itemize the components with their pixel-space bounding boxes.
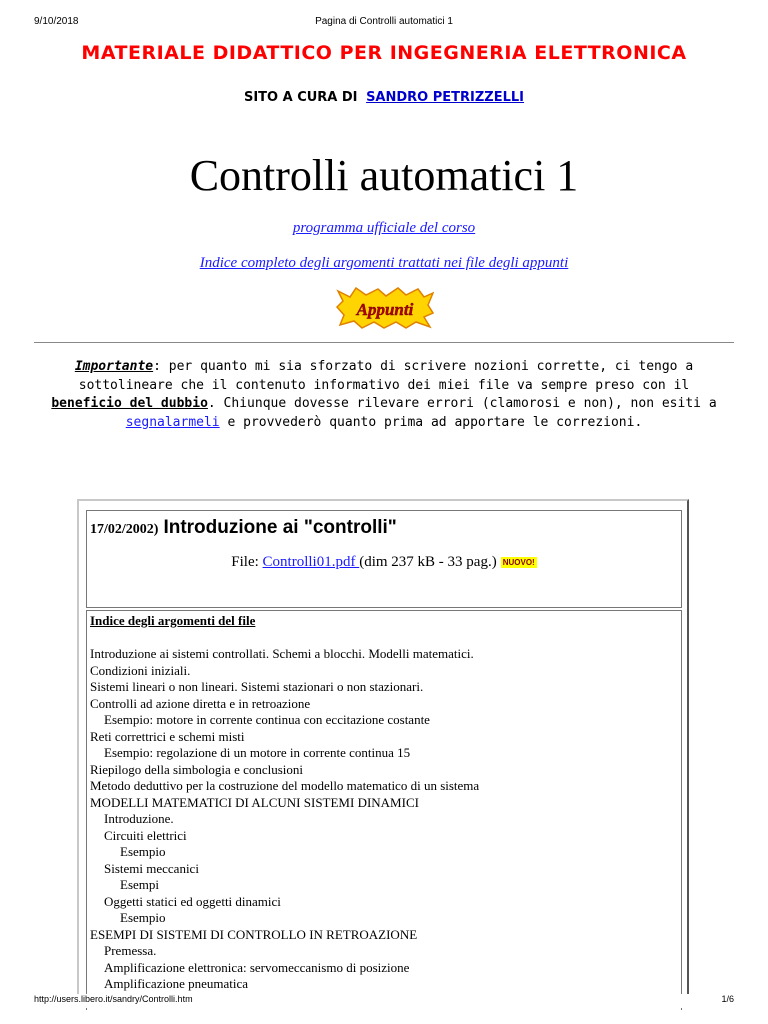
toc-item: Esempio [120, 910, 166, 925]
toc-item: Condizioni iniziali. [90, 662, 191, 678]
site-title: MATERIALE DIDATTICO PER INGEGNERIA ELETTRONICA [81, 42, 687, 64]
toc-item: Sistemi meccanici [104, 860, 199, 876]
indice-link-row [0, 255, 768, 272]
toc-item: Esempio [120, 844, 166, 859]
file-title: Introduzione ai "controlli" [163, 517, 397, 538]
notice-text-3: e provvederò quanto prima ad apportare le correzioni. [219, 414, 643, 430]
toc-item: Riepilogo della simbologia e conclusioni [90, 761, 304, 777]
programma-link[interactable]: programma ufficiale del corso [292, 220, 476, 236]
appunti-badge-icon[interactable] [336, 287, 434, 329]
file-link[interactable]: Controlli01.pdf [262, 554, 360, 570]
file-date: 17/02/2002) [90, 522, 159, 537]
file-line [87, 554, 681, 571]
notice-text-2: . Chiunque dovesse rilevare errori (clamorosi e non), non esiti a [207, 396, 717, 412]
toc-item: Metodo deduttivo per la costruzione del modello matematico di un sistema [90, 778, 480, 793]
toc [90, 613, 479, 993]
toc-item: Introduzione. [104, 811, 174, 826]
toc-item: Amplificazione pneumatica [104, 976, 249, 991]
author-link[interactable]: SANDRO PETRIZZELLI [366, 90, 525, 105]
print-footer [34, 994, 734, 1008]
file-header-cell [86, 510, 682, 608]
toc-item: ESEMPI DI SISTEMI DI CONTROLLO IN RETROAZIONE [90, 926, 418, 942]
indice-link[interactable]: Indice completo degli argomenti trattati nei file degli appunti [199, 255, 569, 271]
toc-item: Amplificazione elettronica: servomeccanismo di posizione [104, 959, 410, 975]
toc-item: Introduzione ai sistemi controllati. Schemi a blocchi. Modelli matematici. [90, 646, 474, 661]
toc-list [90, 646, 479, 993]
toc-spacer [90, 630, 479, 647]
file-info: (dim 237 kB - 33 pag.) [359, 554, 497, 570]
new-badge: NUOVO! [502, 558, 535, 568]
toc-item: Oggetti statici ed oggetti dinamici [104, 893, 281, 909]
toc-item: Sistemi lineari o non lineari. Sistemi stazionari o non stazionari. [90, 679, 424, 694]
toc-title: Indice degli argomenti del file [90, 613, 256, 628]
segnalarmeli-link[interactable]: segnalarmeli [125, 414, 220, 430]
toc-item: Esempio: motore in corrente continua con eccitazione costante [104, 712, 430, 727]
divider [34, 342, 734, 343]
toc-item: Premessa. [104, 943, 157, 958]
print-date: 9/10/2018 [34, 16, 79, 27]
file-label: File: [231, 554, 263, 570]
toc-item: Esempio: regolazione di un motore in corrente continua 15 [104, 745, 411, 760]
notice-label: Importante [74, 359, 154, 374]
print-url: http://users.libero.it/sandry/Controlli.htm [34, 994, 193, 1004]
badge-label: Appunti [356, 300, 414, 319]
toc-item: MODELLI MATEMATICI DI ALCUNI SISTEMI DINAMICI [90, 794, 419, 810]
site-credit [0, 90, 768, 105]
toc-item: Controlli ad azione diretta e in retroazione [90, 695, 311, 711]
file-heading [90, 517, 397, 539]
toc-item: Circuiti elettrici [104, 827, 187, 843]
notice-text-1: : per quanto mi sia sforzato di scrivere nozioni corrette, ci tengo a sottolineare che il contenuto informativo dei miei file va sempre preso con il [78, 359, 694, 393]
programma-link-row [0, 220, 768, 237]
page-title: Controlli automatici 1 [189, 151, 579, 200]
toc-item: Reti correttrici e schemi misti [90, 728, 245, 744]
print-page-title: Pagina di Controlli automatici 1 [315, 16, 453, 27]
notice [40, 358, 728, 432]
print-page-number: 1/6 [721, 994, 734, 1004]
credit-prefix: SITO A CURA DI [243, 90, 358, 105]
toc-item: Esempi [120, 877, 159, 892]
notice-beneficio: beneficio del dubbio [51, 396, 208, 412]
